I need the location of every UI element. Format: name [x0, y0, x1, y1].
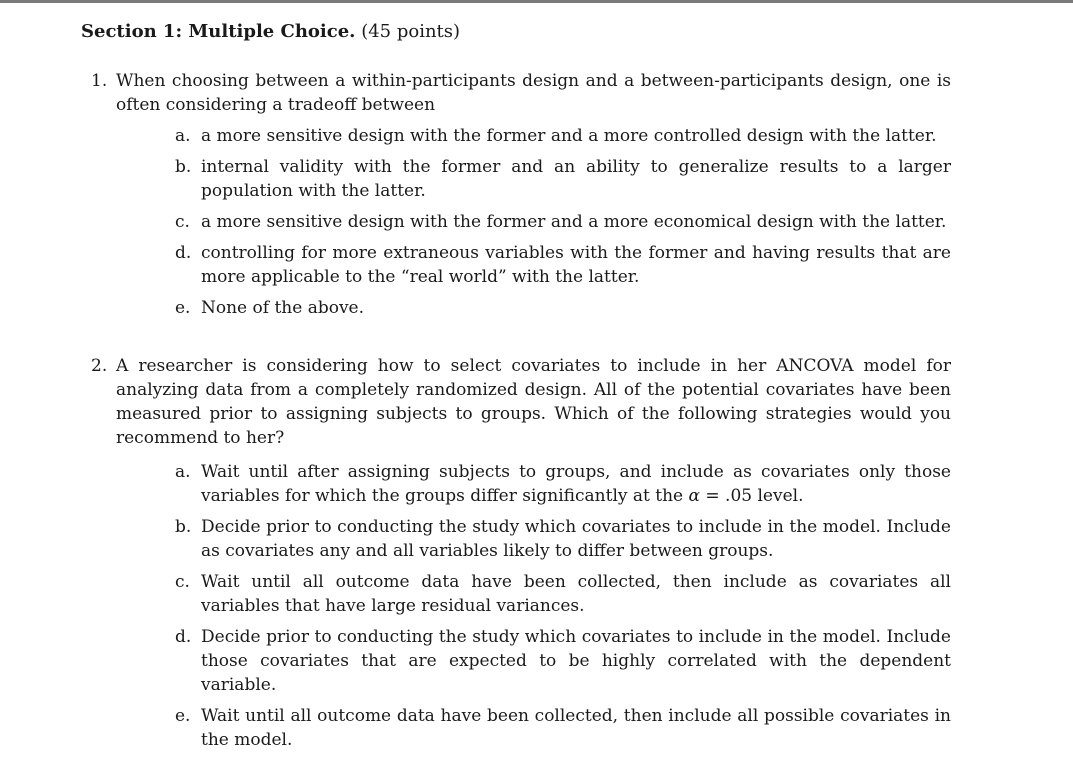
section-title: Section 1: Multiple Choice. [81, 21, 356, 42]
option-letter: e. [175, 706, 191, 726]
option-letter: c. [175, 212, 190, 232]
question-number: 1. [91, 71, 108, 91]
question-2 [91, 354, 951, 759]
option-c [175, 570, 951, 618]
option-text: a more sensitive design with the former and a more economical design with the latter. [201, 212, 947, 232]
question-stem: A researcher is considering how to select covariates to include in her ANCOVA model for analyzing data from a completely randomized design. All of the potential covariates have been measured prior to assigning subjects to groups. Which of the following strategies would you recommend to her? [116, 356, 951, 448]
option-text: Decide prior to conducting the study which covariates to include in the model. Include those covariates that are expected to be highly correlated with the dependent variable. [201, 627, 951, 695]
section-points: (45 points) [361, 21, 461, 42]
option-text: Decide prior to conducting the study which covariates to include in the model. Include as covariates any and all variables likely to differ between groups. [201, 517, 951, 561]
option-text: Wait until all outcome data have been collected, then include as covariates all variables that have large residual variances. [201, 572, 951, 616]
question-1 [91, 69, 951, 327]
option-text-end: = .05 level. [705, 486, 804, 506]
option-list [91, 460, 951, 752]
option-a [175, 124, 951, 148]
option-letter: c. [175, 572, 190, 592]
option-e [175, 704, 951, 752]
option-b [175, 515, 951, 563]
option-letter: e. [175, 298, 191, 318]
option-letter: b. [175, 517, 192, 537]
question-stem: When choosing between a within-participants design and a between-participants design, one is often considering a tradeoff between [116, 71, 951, 115]
option-e [175, 296, 951, 320]
option-list [91, 124, 951, 320]
option-b [175, 155, 951, 203]
option-letter: d. [175, 243, 192, 263]
option-a [175, 460, 951, 508]
option-c [175, 210, 951, 234]
option-letter: b. [175, 157, 192, 177]
option-letter: a. [175, 126, 191, 146]
option-text: Wait until all outcome data have been collected, then include all possible covariates in the model. [201, 706, 951, 750]
option-letter: a. [175, 462, 191, 482]
option-text: Wait until after assigning subjects to groups, and include as covariates only those variables for which the groups differ significantly at the [201, 462, 951, 506]
option-text: controlling for more extraneous variables with the former and having results that are more applicable to the “real world” with the latter. [201, 243, 951, 287]
question-number: 2. [91, 356, 108, 376]
section-heading [81, 20, 460, 44]
option-letter: d. [175, 627, 192, 647]
alpha-symbol: α [688, 486, 700, 506]
option-text: None of the above. [201, 298, 365, 318]
option-text: internal validity with the former and an ability to generalize results to a larger population with the latter. [201, 157, 951, 201]
option-d [175, 241, 951, 289]
option-text: a more sensitive design with the former and a more controlled design with the latter. [201, 126, 937, 146]
option-d [175, 625, 951, 697]
